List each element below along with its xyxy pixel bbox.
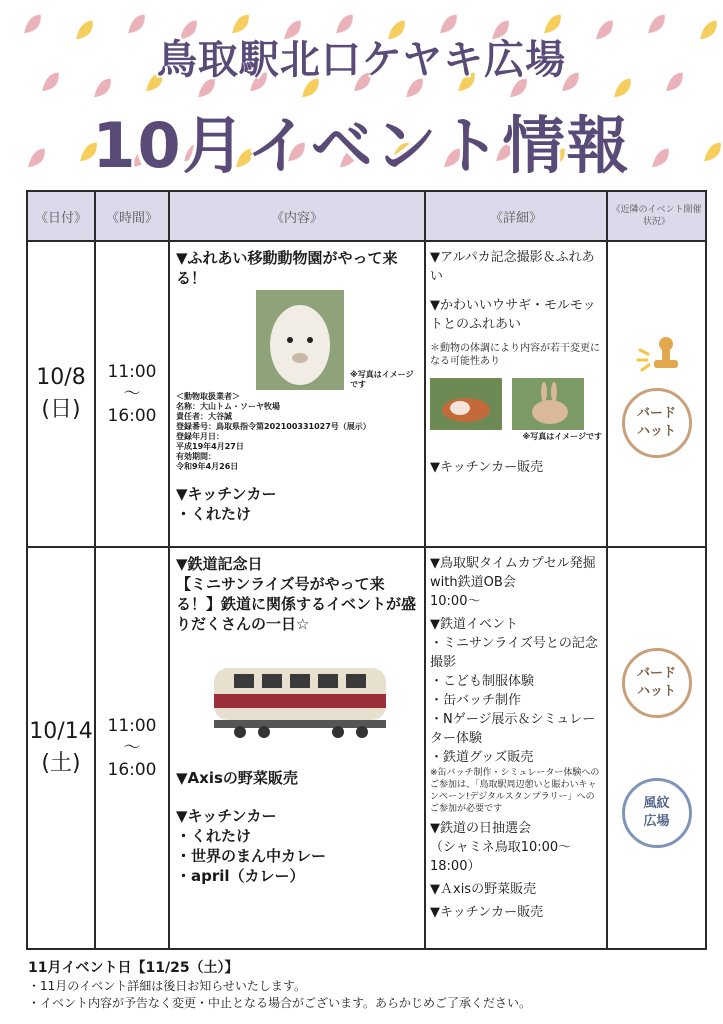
detail-item: ▼鉄道の日抽選会 [430, 821, 531, 836]
time-start: 11:00 [107, 362, 157, 382]
time-end: 16:00 [107, 406, 157, 426]
detail-sub-item: ・Nゲージ展示＆シミュレーター体験 [430, 712, 596, 746]
kitchen-title: ▼キッチンカー [176, 485, 277, 503]
detail-sub-item: ・缶バッチ制作 [430, 693, 522, 708]
kitchen-title: ▼キッチンカー [176, 807, 277, 825]
row1-nearby [607, 241, 706, 547]
header-nearby: 《近隣のイベント開催状況》 [607, 191, 706, 241]
operator-line: 責任者：大谷誠 [176, 412, 232, 421]
nearby-badge-fumon-plaza: 風紋 広場 [622, 778, 692, 848]
kitchen-item: ・くれたけ [176, 827, 252, 845]
event-table [26, 190, 707, 950]
detail-item: ▼鉄道イベント [430, 617, 518, 632]
nearby-badge-bird-hut: バード ハット [622, 388, 692, 458]
page-title-location: 鳥取駅北口ケヤキ広場 [156, 37, 567, 83]
header-detail: 《詳細》 [425, 191, 607, 241]
row2-nearby [607, 547, 706, 949]
footer-line: ・11月のイベント詳細は後日お知らせいたします。 [28, 979, 306, 993]
date-day: 10/8 [36, 365, 86, 390]
detail-note: ※缶バッチ制作・シミュレーター体験へのご参加は、「鳥取駅周辺憩いと賑わいキャンペーン!デジタルスタンプラリー」へのご参加が必要です [430, 768, 600, 814]
row2-date [27, 547, 95, 949]
detail-item: ▼鳥取駅タイムカプセル発掘with鉄道OB会 [430, 556, 596, 590]
table-row [27, 241, 706, 547]
stamp-icon [632, 330, 682, 380]
header-date: 《日付》 [27, 191, 95, 241]
header-content: 《内容》 [169, 191, 425, 241]
row2-time [95, 547, 169, 949]
table-header-row [27, 191, 706, 241]
row2-content [169, 547, 425, 949]
operator-line: 令和9年4月26日 [176, 462, 239, 471]
header-time: 《時間》 [95, 191, 169, 241]
next-event-heading: 11月イベント日【11/25（土）】 [28, 960, 239, 976]
detail-sub-item: （シャミネ鳥取10:00～18:00） [430, 840, 572, 874]
kitchen-item: ・april（カレー） [176, 867, 305, 885]
detail-item: ▼かわいいウサギ・モルモットとのふれあい [430, 298, 596, 332]
row1-time [95, 241, 169, 547]
row1-date [27, 241, 95, 547]
detail-sub-item: ・鉄道グッズ販売 [430, 750, 534, 765]
detail-item: ▼キッチンカー販売 [430, 460, 544, 475]
detail-note: ＊動物の体調により内容が若干変更になる可能性あり [430, 343, 600, 367]
operator-line: 平成19年4月27日 [176, 442, 244, 451]
row1-detail [425, 241, 607, 547]
photo-note: ※写真はイメージです [350, 370, 414, 389]
guinea-pig-photo [430, 378, 502, 430]
operator-line: ＜動物取扱業者＞ [176, 392, 240, 401]
time-start: 11:00 [107, 716, 157, 736]
date-weekday: (土) [41, 751, 81, 776]
detail-item: ▼キッチンカー販売 [430, 905, 544, 920]
detail-sub-item: ・こども制服体験 [430, 674, 535, 689]
detail-item: ▼Ａxisの野菜販売 [430, 882, 537, 897]
train-illustration [204, 646, 394, 742]
operator-line: 登録番号：鳥取県指令第202100331027号（展示） [176, 422, 371, 431]
operator-line: 有効期間： [176, 452, 216, 461]
alpaca-photo [256, 290, 344, 390]
photo-note: ※写真はイメージです [522, 432, 602, 441]
date-day: 10/14 [29, 719, 93, 744]
kitchen-item: ・世界のまん中カレー [176, 847, 327, 865]
kitchen-item: ・くれたけ [176, 505, 252, 523]
row2-detail [425, 547, 607, 949]
content-title: ▼鉄道記念日 [176, 555, 263, 573]
content-title: ▼ふれあい移動動物園がやって来る！ [176, 249, 398, 287]
rabbit-photo [512, 378, 584, 430]
row1-content [169, 241, 425, 547]
table-row [27, 547, 706, 949]
axis-vegetable: ▼Axisの野菜販売 [176, 769, 298, 787]
detail-sub-item: ・ミニサンライズ号との記念撮影 [430, 636, 598, 670]
time-end: 16:00 [107, 760, 157, 780]
footer-notes [28, 958, 708, 1012]
time-sep: ～ [123, 738, 141, 758]
date-weekday: (日) [41, 397, 81, 422]
operator-line: 登録年月日： [176, 432, 224, 441]
detail-time: 10:00～ [430, 594, 481, 609]
operator-line: 名称：大山トム・ソーヤ牧場 [176, 402, 280, 411]
time-sep: ～ [123, 384, 141, 404]
detail-item: ▼アルパカ記念撮影＆ふれあい [430, 250, 595, 284]
page-title-event: 10月イベント情報 [92, 109, 631, 182]
nearby-badge-bird-hut: バード ハット [622, 648, 692, 718]
operator-info [176, 392, 418, 472]
footer-line: ・イベント内容が予告なく変更・中止となる場合がございます。あらかじめご了承ください。 [28, 996, 532, 1010]
content-subtitle: 【ミニサンライズ号がやって来る！】鉄道に関係するイベントが盛りだくさんの一日☆ [176, 575, 417, 633]
